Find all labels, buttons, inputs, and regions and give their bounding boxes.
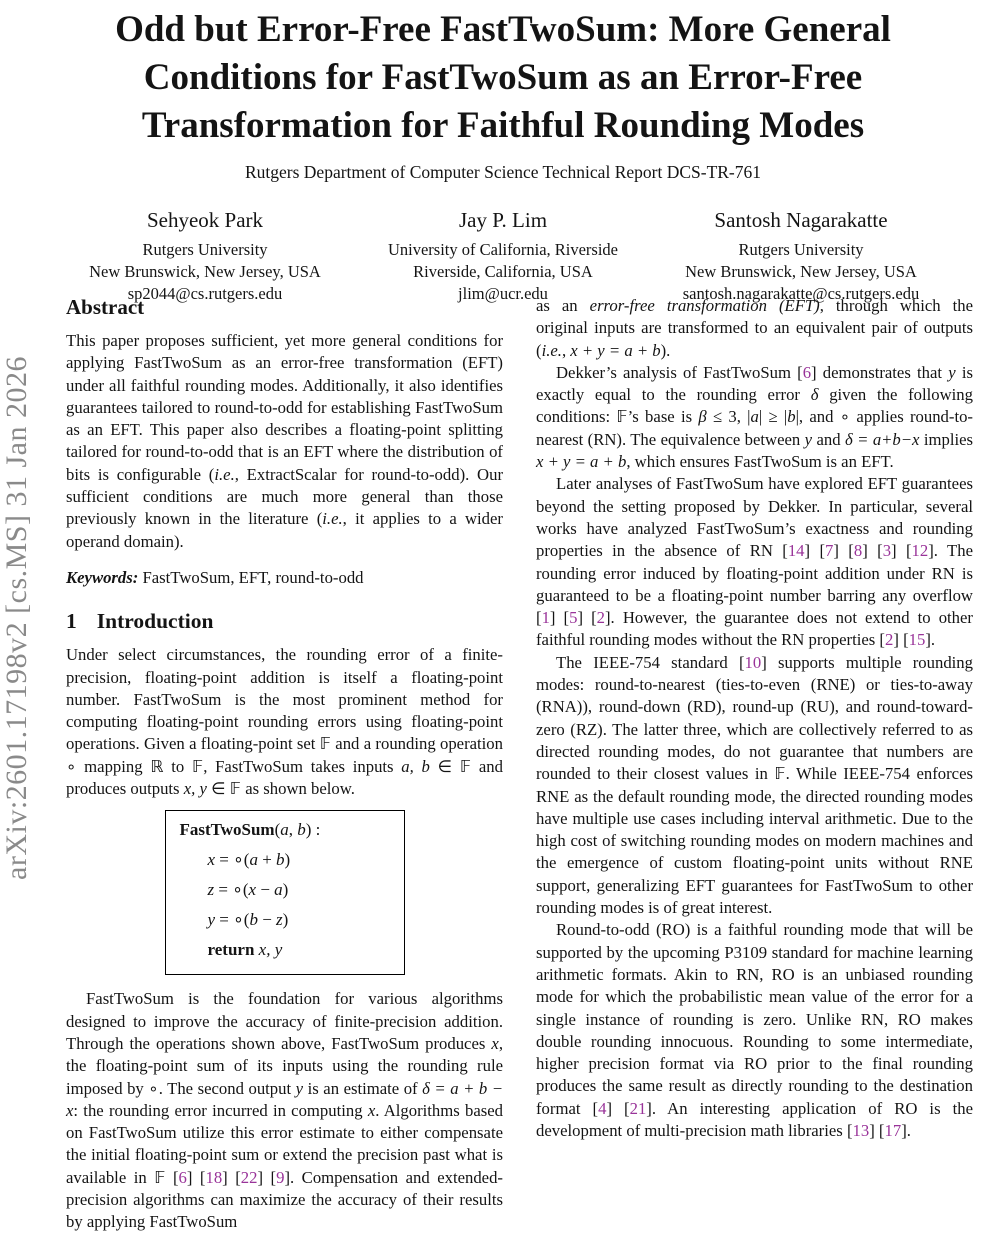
author-block [652, 207, 950, 305]
right-column [536, 295, 973, 1234]
algorithm-box [165, 810, 405, 975]
paragraph-eft-continuation [536, 295, 973, 362]
text-run: and [812, 429, 845, 449]
text-run: y [207, 910, 216, 930]
intro-paragraph-1 [66, 644, 503, 800]
text-run: x + y = a + b [536, 452, 627, 472]
text-run: |, and ∘ applies round-to-nearest (RN). The equivalence between [536, 407, 973, 449]
text-run: x [367, 1100, 376, 1120]
text-run: given the following conditions: 𝔽’s base is [536, 385, 973, 427]
text-run: Under select circumstances, the rounding error of a finite-precision, floating-point addition is itself a floating-point number. FastTwoSum is the most prominent method for computing floating-point rounding errors using floating-point operations. Given a floating-point set 𝔽 and a rounding operation ∘ mapping ℝ to 𝔽, FastTwoSum takes inputs [66, 645, 503, 776]
citation-link[interactable]: 22 [240, 1167, 258, 1187]
text-run: ]. The rounding error induced by floating-point addition under RN is guaranteed to be a floating-point number barring any overflow [ [536, 541, 973, 628]
text-run: − [256, 880, 275, 900]
author-name: Santosh Nagarakatte [714, 208, 888, 232]
text-run: ] [ [549, 608, 570, 628]
text-run: = ∘( [215, 850, 250, 870]
author-location: Riverside, California, USA [413, 262, 593, 281]
text-run: , which ensures FastTwoSum is an EFT. [626, 452, 894, 472]
author-location: New Brunswick, New Jersey, USA [685, 262, 917, 281]
left-column [66, 295, 503, 1234]
citation-link[interactable]: 14 [787, 541, 805, 561]
citation-link[interactable]: 15 [908, 630, 926, 650]
paper-title-line: Transformation for Faithful Rounding Modes [141, 105, 865, 146]
intro-paragraph-2 [66, 988, 503, 1233]
text-run: ] [ [862, 541, 883, 561]
body-columns [66, 295, 973, 1234]
author-affiliation: Rutgers University [738, 240, 864, 259]
text-run: . Algorithms based on FastTwoSum utilize this error estimate to either compensate the initial floating-point sum or extend the precision past what is available in 𝔽 [ [66, 1100, 503, 1187]
citation-link[interactable]: 3 [882, 541, 892, 561]
citation-link[interactable]: 13 [852, 1120, 870, 1140]
algorithm-line [208, 878, 390, 902]
algorithm-return-line [208, 938, 390, 962]
text-run: Later analyses of FastTwoSum have explored EFT guarantees beyond the setting proposed by Dekker. In particular, several works have analyzed FastTwoSum’s exactness and rounding properties in the absence of RN [ [536, 474, 973, 561]
author-block [354, 207, 652, 305]
algorithm-figure [66, 810, 503, 975]
author-name: Sehyeok Park [146, 208, 264, 232]
text-run: i.e. [214, 464, 235, 484]
text-run: a [280, 820, 289, 840]
text-run: i.e. [322, 509, 343, 529]
text-run: ] demonstrates that [811, 362, 949, 382]
paper-title [40, 6, 966, 150]
text-run: b [297, 820, 306, 840]
text-run: , [561, 340, 571, 360]
author-affiliation: Rutgers University [142, 240, 268, 259]
text-run: , it applies to a wider operand domain). [66, 509, 503, 551]
citation-link[interactable]: 18 [205, 1167, 223, 1187]
text-run: Dekker’s analysis of FastTwoSum [ [556, 362, 803, 382]
text-run: as an [536, 296, 590, 315]
paragraph-later-analyses [536, 473, 973, 651]
text-run: , [288, 820, 298, 840]
text-run: ] [ [833, 541, 854, 561]
text-run: x [491, 1033, 499, 1053]
section-number: 1 [66, 609, 77, 634]
text-run: ] [ [606, 1098, 630, 1118]
text-run: a [750, 407, 759, 427]
citation-link[interactable]: 6 [178, 1167, 187, 1187]
text-run: ). [660, 340, 671, 360]
algorithm-line [208, 848, 390, 872]
text-run: y [948, 362, 956, 382]
author-affiliation: University of California, Riverside [387, 240, 619, 259]
text-run: ] [ [869, 1120, 885, 1140]
text-run: error-free transformation (EFT) [589, 296, 820, 315]
text-run: x + y = a + b [570, 340, 661, 360]
text-run: y [804, 429, 813, 449]
paragraph-dekker [536, 362, 973, 473]
paper-header [0, 6, 1006, 305]
text-run: : the rounding error incurred in computing [73, 1100, 368, 1120]
text-run: , the floating-point sum of its inputs using the rounding rule imposed by ∘. The second output [66, 1033, 503, 1098]
text-run: = ∘( [214, 880, 249, 900]
text-run: Round-to-odd (RO) is a faithful rounding mode that will be supported by the upcoming P3109 standard for machine learning arithmetic formats. Akin to RN, RO is an unbiased rounding mode for which the probabilistic mean value of the error for a single instance of rounding is zero. Unlike RN, RO makes double rounding innocuous. Rounding to some intermediate, higher precision format via RO prior to the final rounding produces the same result as directly rounding to the destination format [ [536, 920, 973, 1118]
citation-link[interactable]: 4 [598, 1098, 607, 1118]
text-run: y [295, 1078, 304, 1098]
author-email[interactable]: santosh.nagarakatte@cs.rutgers.edu [682, 284, 920, 303]
text-run: ] [ [577, 608, 597, 628]
text-run: ) : [305, 820, 321, 840]
text-run: a, b [401, 756, 430, 776]
text-run: Keywords: [66, 567, 139, 587]
text-run: ) [282, 910, 289, 930]
algorithm-header [180, 818, 390, 842]
paragraph-round-to-odd [536, 919, 973, 1142]
text-run: ] [ [804, 541, 826, 561]
text-run: implies [919, 429, 973, 449]
text-run: FastTwoSum is the foundation for various algorithms designed to improve the accuracy of finite-precision addition. Through the operations shown above, FastTwoSum produces [66, 989, 503, 1053]
text-run: x, y [258, 940, 283, 960]
abstract-text [66, 330, 503, 553]
text-run: b [787, 407, 796, 427]
abstract-heading: Abstract [66, 295, 145, 319]
text-run: x [248, 880, 257, 900]
citation-link[interactable]: 1 [541, 608, 550, 628]
text-run: δ = a+b−x [845, 429, 920, 449]
text-run: This paper proposes sufficient, yet more general conditions for applying FastTwoSum as an error-free transformation (EFT) under all faithful rounding modes. Additionally, it also identifies guarantees tailored to round-to-odd for establishing FastTwoSum as an EFT. This paper also describes a floating-point splitting tailored for round-to-odd that is an EFT where the distribution of bits is configurable ( [66, 331, 503, 484]
text-run: ( [274, 820, 281, 840]
text-run: ]. [901, 1120, 911, 1140]
text-run: ∈ 𝔽 as shown below. [206, 779, 355, 799]
citation-link[interactable]: 21 [629, 1098, 647, 1118]
section-title: Introduction [96, 609, 214, 634]
text-run: | ≥ | [758, 407, 788, 427]
text-run: , ExtractScalar for round-to-odd). Our sufficient conditions are much more general than those previously known in the literature ( [66, 464, 503, 529]
algorithm-line [208, 908, 390, 932]
text-run: ] [ [257, 1167, 277, 1187]
text-run: − [257, 910, 277, 930]
text-run: i.e. [541, 340, 562, 360]
text-run: b [249, 910, 258, 930]
text-run: a [249, 850, 258, 870]
text-run: ] [ [891, 541, 912, 561]
text-run: is an estimate of [303, 1078, 423, 1098]
text-run: ] [ [222, 1167, 241, 1187]
paper-title-line: Conditions for FastTwoSum as an Error-Free [143, 57, 863, 98]
text-run: ] supports multiple rounding modes: round-to-nearest (ties-to-even (RNE) or ties-to-away (RNA)), round-down (RD), round-up (RU), and round-toward-zero (RZ). The latter three, which are collectively referred to as directed rounding modes, do not guarantee that numbers are rounded to their closest values in 𝔽. While IEEE-754 enforces RNE as the default rounding mode, the directed rounding modes have multiple use cases including interval arithmetic. Due to the high cost of switching rounding modes on modern machines and the emergence of custom floating-point units without RNE support, generalizing EFT guarantees for FastTwoSum to other rounding modes is of great interest. [536, 652, 973, 918]
text-run: ]. An interesting application of RO is the development of multi-precision math libraries [ [536, 1098, 973, 1140]
text-run: β [698, 407, 707, 427]
text-run: ≤ 3, | [706, 407, 751, 427]
paragraph-ieee754 [536, 652, 973, 920]
text-run: x, y [183, 779, 207, 799]
text-run: ]. [925, 630, 936, 650]
text-run: ]. However, the guarantee does not extend to other faithful rounding modes without the RN properties [ [536, 608, 973, 650]
author-name: Jay P. Lim [458, 208, 548, 232]
section-heading-introduction [66, 609, 503, 634]
text-run: x [207, 850, 216, 870]
text-run: + [257, 850, 277, 870]
citation-link[interactable]: 17 [884, 1120, 902, 1140]
text-run: δ [810, 385, 819, 405]
citation-link[interactable]: 8 [853, 541, 863, 561]
author-email[interactable]: sp2044@cs.rutgers.edu [127, 284, 283, 303]
authors-row [56, 207, 950, 305]
citation-link[interactable]: 10 [744, 652, 762, 672]
citation-link[interactable]: 9 [276, 1167, 285, 1187]
text-run: The IEEE-754 standard [ [556, 652, 745, 672]
text-run: FastTwoSum, EFT, round-to-odd [138, 567, 364, 587]
text-run: a [274, 880, 283, 900]
text-run: , through which the original inputs are transformed to an equivalent pair of outputs ( [536, 296, 973, 360]
author-block [56, 207, 354, 305]
citation-link[interactable]: 6 [802, 362, 812, 382]
keywords-line [66, 567, 503, 589]
report-line: Rutgers Department of Computer Science Technical Report DCS-TR-761 [244, 162, 762, 182]
author-email[interactable]: jlim@ucr.edu [458, 284, 548, 303]
text-run: δ = a + b − x [66, 1078, 504, 1120]
arxiv-watermark: arXiv:2601.17198v2 [cs.MS] 31 Jan 2026 [0, 356, 33, 880]
citation-link[interactable]: 2 [596, 608, 605, 628]
citation-link[interactable]: 7 [825, 541, 834, 561]
text-run: return [207, 940, 255, 960]
paper-title-line: Odd but Error-Free FastTwoSum: More General [115, 9, 891, 50]
text-run: b [276, 850, 285, 870]
text-run: ]. Compensation and extended-precision algorithms can maximize the accuracy of their results by applying FastTwoSum [66, 1167, 503, 1232]
text-run: ] [ [186, 1167, 206, 1187]
text-run: ∈ 𝔽 and produces outputs [66, 756, 503, 799]
text-run: ] [ [893, 630, 909, 650]
paper-page [0, 6, 1006, 1232]
citation-link[interactable]: 5 [569, 608, 578, 628]
text-run: is exactly equal to the rounding error [536, 362, 973, 405]
text-run: = ∘( [215, 910, 250, 930]
author-location: New Brunswick, New Jersey, USA [89, 262, 321, 281]
text-run: FastTwoSum [179, 820, 275, 840]
text-run: z [207, 880, 215, 900]
text-run: ) [284, 850, 291, 870]
text-run: ) [282, 880, 289, 900]
citation-link[interactable]: 2 [885, 630, 894, 650]
text-run: z [276, 910, 283, 930]
citation-link[interactable]: 12 [911, 541, 929, 561]
